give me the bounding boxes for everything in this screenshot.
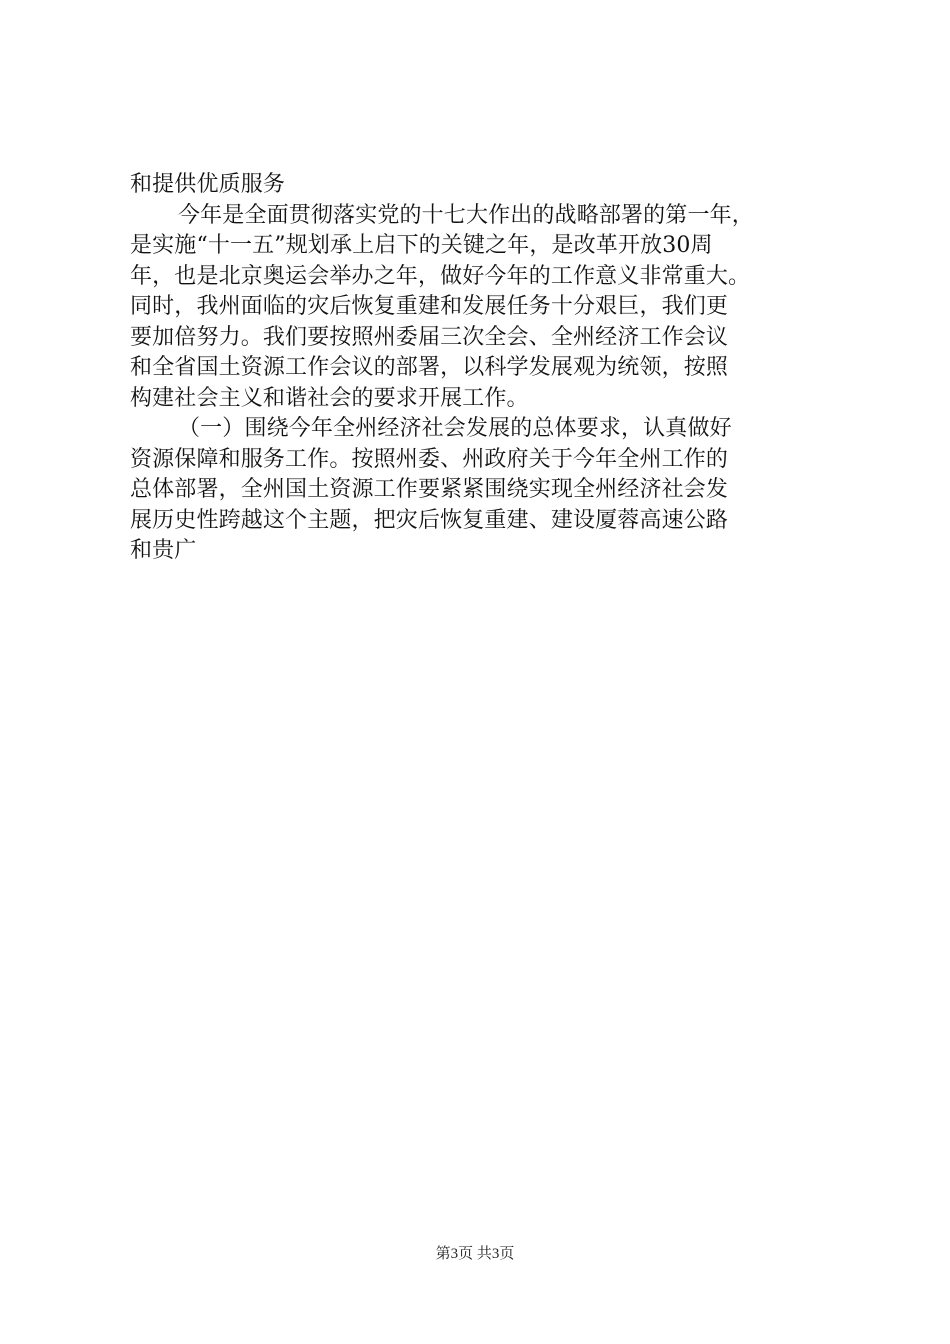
paragraph-start-line: 今年是全面贯彻落实党的十七大作出的战略部署的第一年， <box>178 202 754 228</box>
text-line: 资源保障和服务工作。按照州委、州政府关于今年全州工作的 <box>130 446 729 472</box>
text-line: 总体部署，全州国土资源工作要紧紧围绕实现全州经济社会发 <box>130 477 729 502</box>
body-text <box>130 170 850 567</box>
text-line: 和提供优质服务 <box>130 172 286 197</box>
text-line: 要加倍努力。我们要按照州委届三次全会、全州经济工作会议 <box>130 324 729 350</box>
text-line: 展历史性跨越这个主题，把灾后恢复重建、建设厦蓉高速公路 <box>130 507 729 533</box>
text-line: 同时，我州面临的灾后恢复重建和发展任务十分艰巨，我们更 <box>130 294 729 319</box>
text-line: 年，也是北京奥运会举办之年，做好今年的工作意义非常重大。 <box>130 263 751 289</box>
paragraph-start-line: （一）围绕今年全州经济社会发展的总体要求，认真做好 <box>178 416 732 441</box>
text-line: 构建社会主义和谐社会的要求开展工作。 <box>130 385 529 411</box>
text-line: 和贵广 <box>130 538 197 563</box>
text-line: 是实施“十一五”规划承上启下的关键之年，是改革开放30周 <box>130 233 713 258</box>
page-footer: 第3页 共3页 <box>435 1246 515 1262</box>
text-line: 和全省国土资源工作会议的部署，以科学发展观为统领，按照 <box>130 355 729 380</box>
